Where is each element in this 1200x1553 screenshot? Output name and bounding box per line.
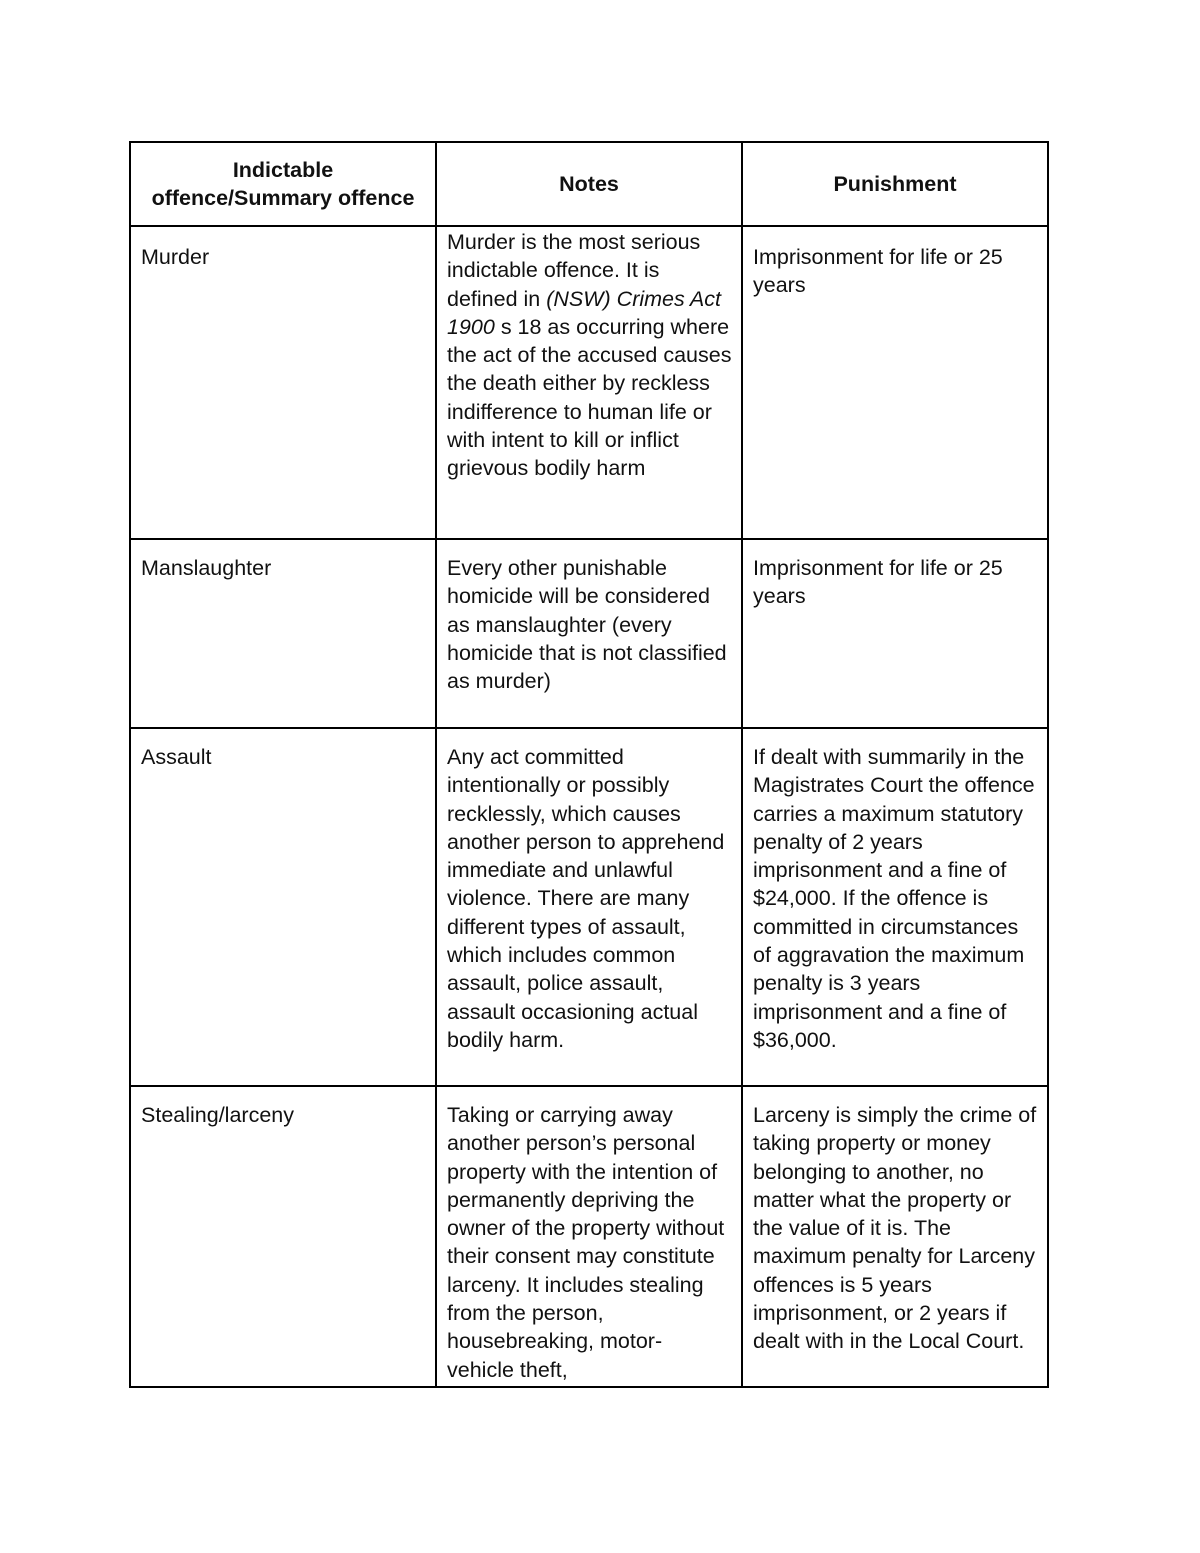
table-row [130,539,1048,728]
header-offence: Indictable offence/Summary offence [130,142,436,226]
act-citation: (NSW) Crimes Act 1900 [447,286,721,339]
offence-cell: Manslaughter [130,539,436,728]
punishment-cell: Imprisonment for life or 25 years [742,539,1048,728]
punishment-cell: Imprisonment for life or 25 years [742,226,1048,539]
header-punishment: Punishment [742,142,1048,226]
notes-cell: Every other punishable homicide will be considered as manslaughter (every homicide that is not classified as murder) [436,539,742,728]
offence-cell: Assault [130,728,436,1086]
notes-cell: Murder is the most serious indictable offence. It is defined in (NSW) Crimes Act 1900 s 18 as occurring where the act of the accused causes the death either by reckless indifference to human life or with intent to kill or inflict grievous bodily harm [436,226,742,539]
punishment-cell: Larceny is simply the crime of taking property or money belonging to another, no matter what the property or the value of it is. The maximum penalty for Larceny offences is 5 years imprisonment, or 2 years if dealt with in the Local Court. [742,1086,1048,1387]
punishment-cell: If dealt with summarily in the Magistrates Court the offence carries a maximum statutory penalty of 2 years imprisonment and a fine of $24,000. If the offence is committed in circumstances of aggravation the maximum penalty is 3 years imprisonment and a fine of $36,000. [742,728,1048,1086]
notes-cell: Any act committed intentionally or possibly recklessly, which causes another person to apprehend immediate and unlawful violence. There are many different types of assault, which includes common assault, police assault, assault occasioning actual bodily harm. [436,728,742,1086]
table-row [130,1086,1048,1387]
offence-cell: Murder [130,226,436,539]
table-row [130,226,1048,539]
header-notes: Notes [436,142,742,226]
offence-cell: Stealing/larceny [130,1086,436,1387]
notes-cell: Taking or carrying away another person’s personal property with the intention of permanently depriving the owner of the property without their consent may constitute larceny. It includes stealing from the person, housebreaking, motor- vehicle theft, [436,1086,742,1387]
table-row [130,728,1048,1086]
table-header-row [130,142,1048,226]
offences-table [129,141,1049,1388]
